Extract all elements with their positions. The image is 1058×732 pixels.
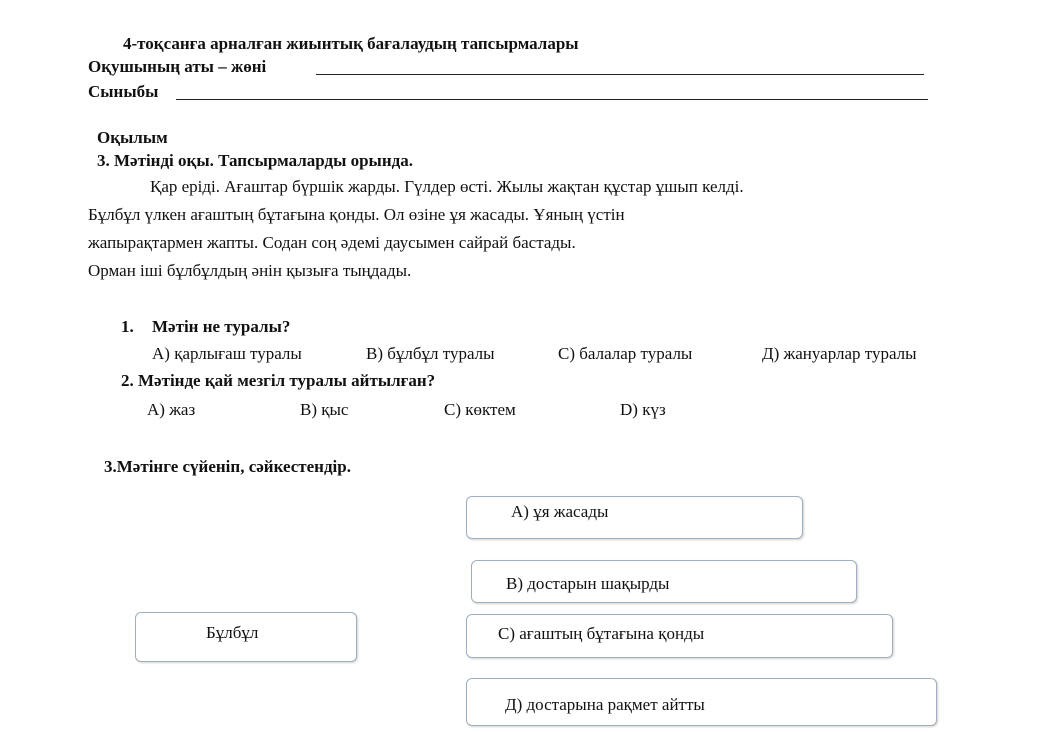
- question-text: 2. Мәтінде қай мезгіл туралы айтылған?: [121, 371, 436, 390]
- class-line[interactable]: [176, 99, 928, 100]
- matching-left-label: Бұлбұл: [206, 623, 259, 642]
- answer-option[interactable]: В) бұлбұл туралы: [366, 344, 495, 363]
- student-name-line[interactable]: [316, 74, 924, 75]
- text-line: жапырақтармен жапты. Содан соң әдемі даусымен сайрай бастады.: [88, 233, 576, 252]
- answer-option[interactable]: А) жаз: [147, 400, 196, 419]
- question-number: 1.: [121, 317, 134, 336]
- answer-option[interactable]: С) көктем: [444, 400, 516, 419]
- matching-option-box[interactable]: [466, 496, 803, 539]
- page-title: 4-тоқсанға арналған жиынтық бағалаудың тапсырмалары: [123, 34, 579, 53]
- matching-option-box[interactable]: [466, 614, 893, 658]
- answer-option[interactable]: С) балалар туралы: [558, 344, 693, 363]
- matching-left-box[interactable]: [135, 612, 357, 662]
- answer-option[interactable]: А) қарлығаш туралы: [152, 344, 302, 363]
- matching-option-label: В) достарын шақырды: [506, 574, 670, 593]
- text-line: Бұлбұл үлкен ағаштың бұтағына қонды. Ол өзіне ұя жасады. Ұяның үстін: [88, 205, 625, 224]
- student-name-label: Оқушының аты – жөні: [88, 57, 267, 76]
- matching-title: 3.Мәтінге сүйеніп, сәйкестендір.: [104, 457, 351, 476]
- matching-option-box[interactable]: [466, 678, 937, 726]
- matching-option-label: Д) достарына рақмет айтты: [505, 695, 705, 714]
- answer-option[interactable]: В) қыс: [300, 400, 349, 419]
- text-line: Қар еріді. Ағаштар бүршік жарды. Гүлдер өсті. Жылы жақтан құстар ұшып келді.: [150, 177, 744, 196]
- text-line: Орман іші бұлбұлдың әнін қызыға тыңдады.: [88, 261, 412, 280]
- matching-option-label: С) ағаштың бұтағына қонды: [498, 624, 705, 643]
- question-text: Мәтін не туралы?: [152, 317, 291, 336]
- answer-option[interactable]: Д) жануарлар туралы: [762, 344, 917, 363]
- answer-option[interactable]: D) күз: [620, 400, 666, 419]
- class-label: Сыныбы: [88, 82, 159, 101]
- section-name: Оқылым: [97, 128, 168, 147]
- matching-option-box[interactable]: [471, 560, 857, 603]
- task-title: 3. Мәтінді оқы. Тапсырмаларды орында.: [97, 151, 413, 170]
- matching-option-label: А) ұя жасады: [511, 502, 609, 521]
